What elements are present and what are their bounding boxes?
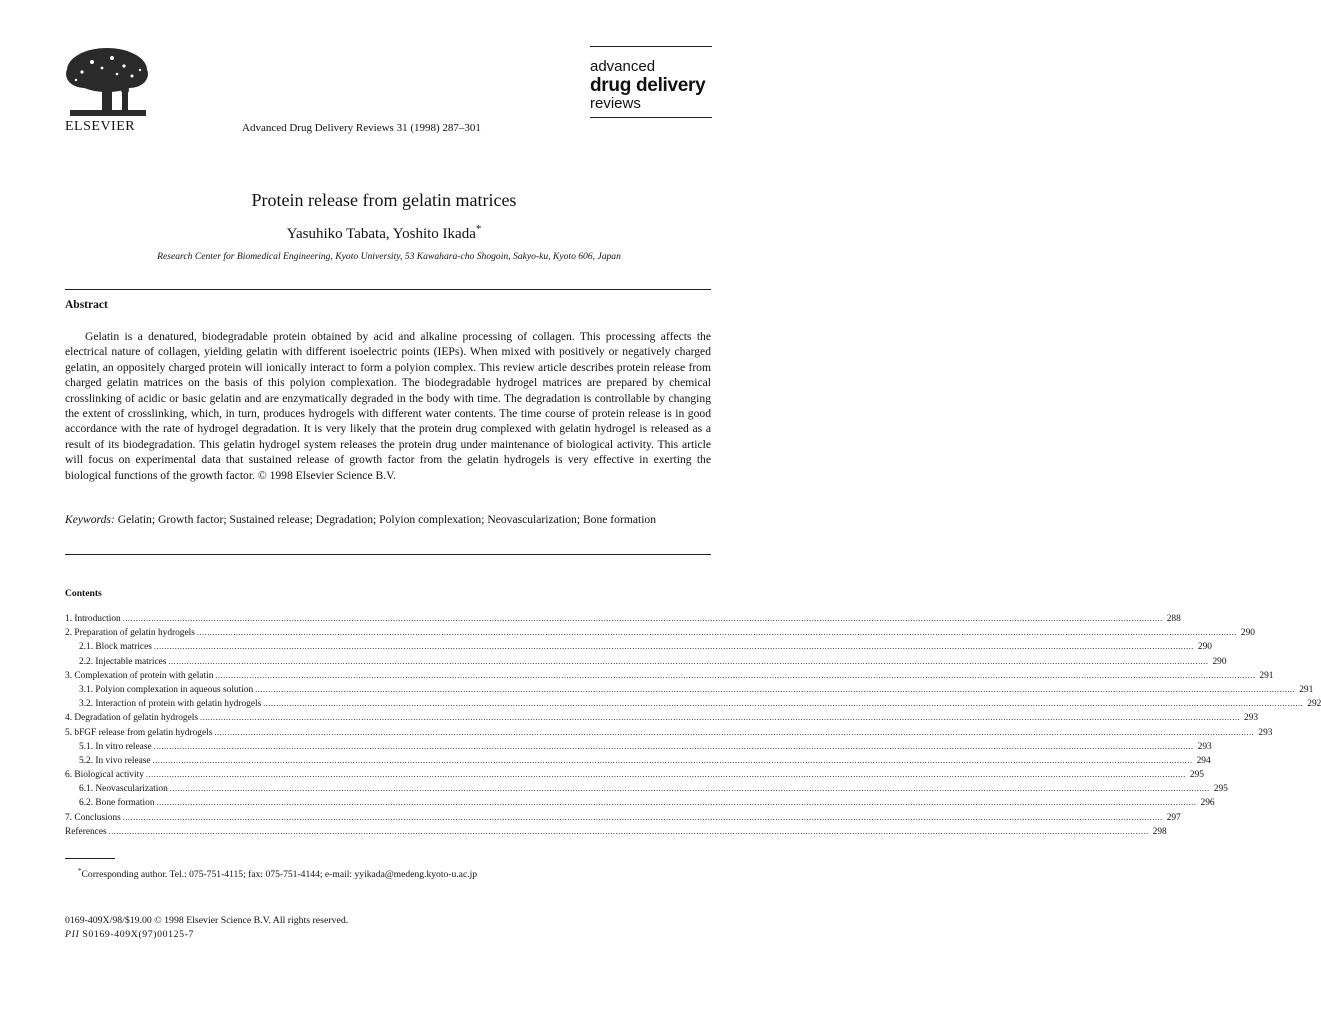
toc-leader-dots: ................................................................................................................................................................................................................................................................................................................................................................................................................: [145, 770, 1186, 780]
toc-item[interactable]: [65, 727, 1273, 742]
toc-item-page: 295: [1189, 770, 1204, 781]
toc-item[interactable]: [65, 741, 1212, 756]
toc-item[interactable]: [65, 642, 1212, 656]
toc-leader-dots: ................................................................................................................................................................................................................................................................................................................................................................................................................: [169, 784, 1210, 794]
toc-item-label: 5.2. In vivo release: [79, 755, 151, 766]
journal-masthead: [590, 46, 712, 118]
toc-item-label: References: [65, 826, 107, 837]
pii-line: [65, 929, 194, 940]
toc-item-page: 292: [1307, 699, 1321, 710]
toc-leader-dots: ................................................................................................................................................................................................................................................................................................................................................................................................................: [196, 628, 1237, 638]
toc-item[interactable]: [65, 826, 1167, 841]
table-of-contents: [65, 614, 1321, 841]
abstract-heading: Abstract: [65, 299, 108, 311]
toc-leader-dots: ................................................................................................................................................................................................................................................................................................................................................................................................................: [152, 755, 1193, 765]
keywords-label: Keywords:: [65, 513, 115, 526]
toc-leader-dots: ................................................................................................................................................................................................................................................................................................................................................................................................................: [263, 699, 1304, 709]
toc-item-page: 297: [1166, 812, 1181, 823]
toc-item[interactable]: [65, 684, 1314, 699]
toc-item-page: 291: [1299, 684, 1314, 695]
footnote-text: Corresponding author. Tel.: 075-751-4115; fax: 075-751-4144; e-mail: yyikada@medeng.kyoto-u.ac.jp: [81, 869, 478, 881]
toc-item[interactable]: [65, 755, 1211, 770]
toc-leader-dots: ................................................................................................................................................................................................................................................................................................................................................................................................................: [153, 741, 1194, 751]
toc-item-label: 5. bFGF release from gelatin hydrogels: [65, 727, 213, 738]
toc-leader-dots: ................................................................................................................................................................................................................................................................................................................................................................................................................: [215, 670, 1256, 680]
pii-value: S0169-409X(97)00125-7: [82, 929, 195, 940]
toc-item[interactable]: [65, 628, 1255, 642]
toc-item[interactable]: [65, 770, 1204, 784]
toc-leader-dots: ................................................................................................................................................................................................................................................................................................................................................................................................................: [108, 826, 1149, 836]
toc-leader-dots: ................................................................................................................................................................................................................................................................................................................................................................................................................: [122, 812, 1163, 822]
masthead-line-drug-delivery: drug delivery: [590, 75, 706, 96]
toc-item[interactable]: [65, 798, 1215, 812]
toc-item-label: 3.2. Interaction of protein with gelatin hydrogels: [79, 699, 262, 710]
divider-top: [65, 289, 711, 290]
toc-item[interactable]: [65, 713, 1259, 727]
toc-item-page: 288: [1166, 614, 1181, 624]
toc-item-label: 4. Degradation of gelatin hydrogels: [65, 713, 199, 724]
toc-item[interactable]: [65, 670, 1274, 685]
toc-leader-dots: ................................................................................................................................................................................................................................................................................................................................................................................................................: [156, 798, 1197, 808]
toc-item-label: 2.1. Block matrices: [79, 642, 152, 653]
toc-leader-dots: ................................................................................................................................................................................................................................................................................................................................................................................................................: [122, 614, 1163, 623]
masthead-rule-bottom: [590, 117, 712, 118]
toc-item-label: 7. Conclusions: [65, 812, 121, 823]
toc-item-label: 5.1. In vitro release: [79, 741, 152, 752]
masthead-line-reviews: reviews: [590, 95, 641, 112]
contents-heading: Contents: [65, 588, 102, 599]
toc-item-label: 2.2. Injectable matrices: [79, 656, 167, 667]
author-affiliation: Research Center for Biomedical Engineering, Kyoto University, 53 Kawahara-cho Shogoin, Sakyo-ku, Kyoto 606, Japan: [157, 251, 621, 262]
toc-item-label: 6.2. Bone formation: [79, 798, 155, 809]
toc-item-page: 290: [1197, 642, 1212, 653]
toc-item[interactable]: [65, 656, 1227, 671]
abstract-text: Gelatin is a denatured, biodegradable protein obtained by acid and alkaline processing of collagen. This processing affects the electrical nature of collagen, yielding gelatin with different isoelectric points (IEPs). When mixed with positively or negatively charged gelatin, an oppositely charged protein will ionically interact to form a polyion complex. This review article describes protein release from charged gelatin matrices on the basis of this polyion complexation. The biodegradable hydrogel matrices are prepared by chemical crosslinking of acidic or basic gelatin and are enzymatically degraded in the body with time. The degradation is controllable by changing the extent of crosslinking, which, in turn, produces hydrogels with different water contents. The time course of protein release is in good accordance with the rate of hydrogel degradation. It is very likely that the protein drug complexed with gelatin hydrogel is released as a result of its biodegradation. This gelatin hydrogel system releases the protein drug under maintenance of biological activity. This article will focus on experimental data that sustained release of growth factor from the gelatin hydrogels is very effective in exerting the biological functions of the growth factor. © 1998 Elsevier Science B.V.: [65, 330, 711, 482]
toc-leader-dots: ................................................................................................................................................................................................................................................................................................................................................................................................................: [214, 727, 1255, 737]
corresponding-author-mark: *: [475, 223, 482, 235]
footnote-mark: *: [78, 867, 82, 875]
toc-item-page: 293: [1258, 727, 1273, 738]
keywords: [65, 512, 711, 527]
masthead-line-advanced: advanced: [590, 58, 656, 75]
toc-item-label: 2. Preparation of gelatin hydrogels: [65, 628, 195, 639]
journal-reference: Advanced Drug Delivery Reviews 31 (1998) 287–301: [242, 122, 481, 134]
article-title: Protein release from gelatin matrices: [251, 190, 517, 210]
toc-item-label: 1. Introduction: [65, 614, 121, 624]
toc-item-label: 3.1. Polyion complexation in aqueous solution: [79, 684, 254, 695]
toc-leader-dots: ................................................................................................................................................................................................................................................................................................................................................................................................................: [200, 713, 1241, 723]
toc-item[interactable]: [65, 614, 1181, 628]
toc-item-page: 293: [1197, 741, 1212, 752]
toc-leader-dots: ................................................................................................................................................................................................................................................................................................................................................................................................................: [168, 656, 1209, 666]
pii-label: PII: [65, 929, 80, 940]
masthead-rule-top: [590, 46, 712, 47]
toc-item-page: 291: [1259, 670, 1274, 681]
toc-item[interactable]: [65, 812, 1181, 827]
publisher-name: ELSEVIER: [65, 119, 136, 134]
author-names: Yasuhiko Tabata, Yoshito Ikada: [286, 226, 476, 242]
toc-item[interactable]: [65, 784, 1228, 798]
article-authors: [0, 223, 768, 243]
copyright-line: 0169-409X/98/$19.00 © 1998 Elsevier Science B.V. All rights reserved.: [65, 915, 349, 926]
toc-item[interactable]: [65, 699, 1321, 713]
keywords-text: Gelatin; Growth factor; Sustained release; Degradation; Polyion complexation; Neovascularization; Bone formation: [117, 513, 657, 526]
toc-item-label: 6.1. Neovascularization: [79, 784, 168, 795]
divider-bottom: [65, 554, 711, 555]
toc-item-page: 293: [1244, 713, 1259, 724]
toc-leader-dots: ................................................................................................................................................................................................................................................................................................................................................................................................................: [153, 642, 1194, 652]
toc-item-page: 294: [1196, 755, 1211, 766]
toc-item-page: 290: [1240, 628, 1255, 639]
footnote-rule: [65, 858, 115, 859]
toc-item-page: 295: [1213, 784, 1228, 795]
toc-leader-dots: ................................................................................................................................................................................................................................................................................................................................................................................................................: [255, 684, 1296, 694]
toc-item-page: 290: [1212, 656, 1227, 667]
toc-item-page: 298: [1152, 826, 1167, 837]
corresponding-author-footnote: [78, 867, 477, 880]
toc-item-label: 6. Biological activity: [65, 770, 144, 781]
toc-item-page: 296: [1200, 798, 1215, 809]
toc-item-label: 3. Complexation of protein with gelatin: [65, 670, 214, 681]
